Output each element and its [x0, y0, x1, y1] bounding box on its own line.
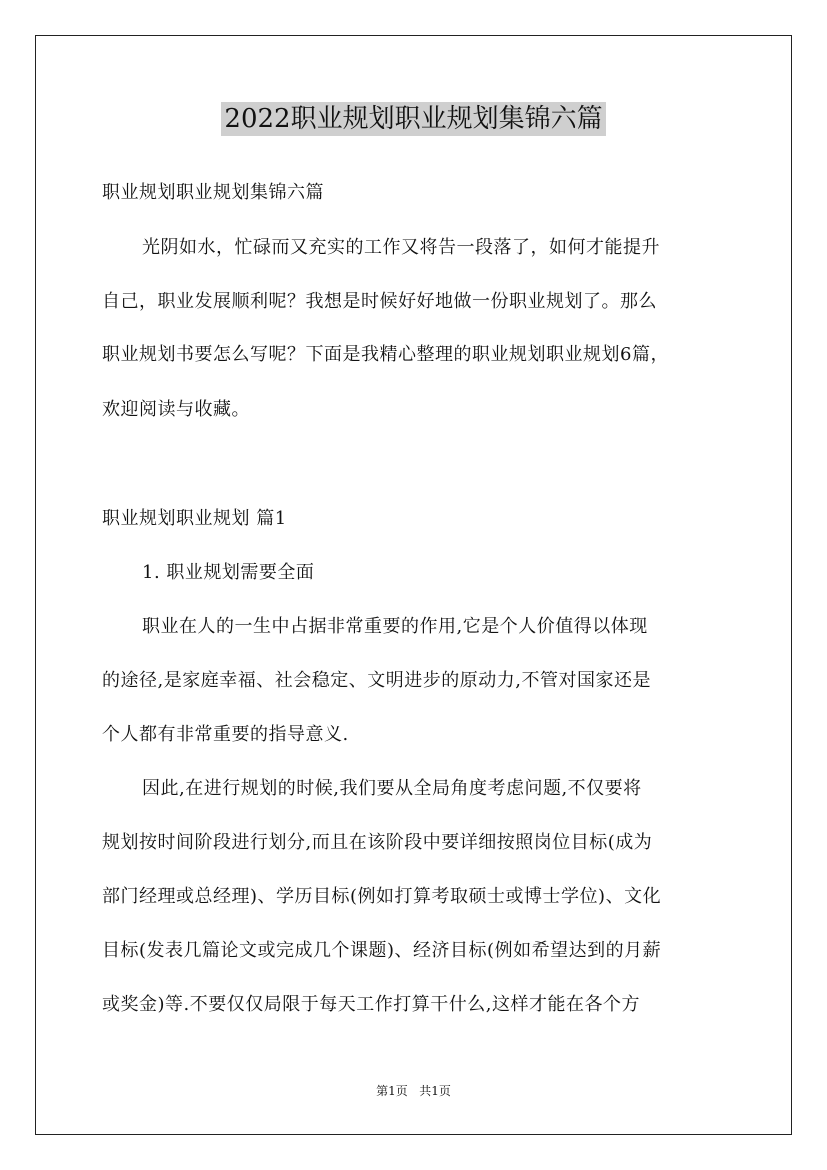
- page-number: 第1页: [376, 1084, 408, 1098]
- intro-line-4: 欢迎阅读与收藏。: [102, 399, 250, 420]
- para1-line-3: 个人都有非常重要的指导意义.: [102, 724, 349, 745]
- section-heading: 职业规划职业规划 篇1: [102, 508, 287, 529]
- para2-line-4: 目标(发表几篇论文或完成几个课题)、经济目标(例如希望达到的月薪: [102, 940, 662, 961]
- document-title-text: 2022职业规划职业规划集锦六篇: [221, 102, 605, 136]
- document-subtitle: 职业规划职业规划集锦六篇: [102, 182, 324, 203]
- para1-line-2: 的途径,是家庭幸福、社会稳定、文明进步的原动力,不管对国家还是: [102, 670, 651, 691]
- document-title: [0, 99, 827, 139]
- page-total: 共1页: [419, 1084, 451, 1098]
- para2-line-1: 因此,在进行规划的时候,我们要从全局角度考虑问题,不仅要将: [142, 778, 642, 799]
- intro-line-3: 职业规划书要怎么写呢？下面是我精心整理的职业规划职业规划6篇，: [102, 344, 669, 365]
- para1-line-1: 职业在人的一生中占据非常重要的作用,它是个人价值得以体现: [142, 616, 648, 637]
- para2-line-3: 部门经理或总经理)、学历目标(例如打算考取硕士或博士学位)、文化: [102, 886, 662, 907]
- para2-line-2: 规划按时间阶段进行划分,而且在该阶段中要详细按照岗位目标(成为: [102, 832, 653, 853]
- intro-line-2: 自己，职业发展顺利呢？我想是时候好好地做一份职业规划了。那么: [102, 291, 657, 312]
- page-footer: [0, 1083, 827, 1099]
- item-heading: 1. 职业规划需要全面: [142, 562, 315, 583]
- intro-line-1: 光阴如水，忙碌而又充实的工作又将告一段落了，如何才能提升: [142, 237, 660, 258]
- para2-line-5: 或奖金)等.不要仅仅局限于每天工作打算干什么,这样才能在各个方: [102, 994, 640, 1015]
